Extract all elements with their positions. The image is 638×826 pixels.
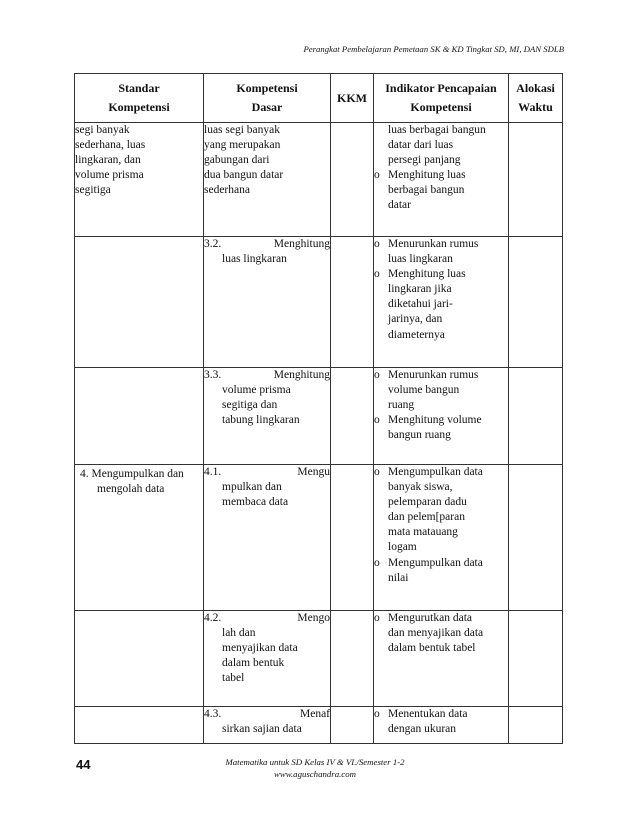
running-header: Perangkat Pembelajaran Pemetaan SK & KD Tingkat SD, MI, DAN SDLB (303, 44, 564, 54)
kkm-cell (331, 368, 374, 465)
indicator-item (374, 168, 508, 213)
kkm-cell (331, 123, 374, 237)
kd-cell (204, 368, 331, 465)
table-row (75, 368, 563, 465)
indicator-line: logam (388, 541, 417, 554)
indicator-line: Mengumpulkan data (388, 466, 483, 478)
bullet-icon: o (374, 612, 380, 624)
kd-line: tabel (222, 672, 245, 685)
kd-line: sederhana (204, 184, 250, 197)
table-header-row (75, 74, 563, 123)
alokasi-cell (509, 123, 563, 237)
indicator-line: Menurunkan rumus (388, 238, 479, 250)
indicator-cell (374, 611, 509, 707)
kd-cell (204, 611, 331, 707)
indicator-line: Mengumpulkan data (388, 556, 483, 569)
kd-cell (204, 123, 331, 237)
indicator-line: banyak siswa, (388, 481, 453, 494)
sk-cell (75, 465, 204, 611)
indicator-line: Menentukan data (388, 708, 468, 720)
kd-line: yang merupakan (204, 139, 281, 152)
kkm-cell (331, 611, 374, 707)
indicator-line: Menghitung volume (388, 414, 482, 427)
col-header-line: Waktu (518, 100, 553, 114)
indicator-line: jarinya, dan (388, 313, 443, 326)
col-header-alokasi-waktu (509, 74, 563, 123)
kd-line: dalam bentuk (222, 657, 285, 670)
footer-website: www.aguschandra.com (274, 769, 356, 779)
sk-line: lingkaran, dan (75, 154, 141, 167)
kd-line: mpulkan dan (222, 481, 282, 494)
alokasi-cell (509, 707, 563, 744)
indicator-item (374, 267, 508, 342)
kd-heading (204, 237, 330, 252)
bullet-icon: o (374, 466, 380, 478)
kd-line: luas segi banyak (204, 124, 281, 136)
indicator-line: dalam bentuk tabel (388, 642, 476, 655)
sk-cell (75, 237, 204, 368)
sk-line: sederhana, luas (75, 139, 146, 152)
bullet-icon: o (374, 369, 380, 381)
kd-first-word: Mengu (297, 466, 330, 478)
kd-line: gabungan dari (204, 154, 270, 167)
indicator-line: pelemparan dadu (388, 496, 467, 509)
col-header-line: Alokasi (516, 81, 555, 95)
sk-line: mengolah data (97, 483, 165, 496)
kd-line: sirkan sajian data (222, 723, 302, 736)
footer-book-title: Matematika untuk SD Kelas IV & VI./Semester 1-2 (225, 757, 405, 767)
kd-line: segitiga dan (222, 399, 278, 412)
sk-cell (75, 707, 204, 744)
table-row (75, 237, 563, 368)
table-row (75, 123, 563, 237)
sk-cell (75, 611, 204, 707)
kd-first-word: Menaf (299, 708, 330, 720)
indicator-item (374, 707, 508, 737)
kd-heading (204, 611, 330, 626)
indicator-line: berbagai bangun (388, 184, 465, 197)
alokasi-cell (509, 237, 563, 368)
indicator-line: mata matauang (388, 526, 458, 539)
bullet-icon: o (374, 414, 380, 427)
kd-line: lah dan (222, 627, 256, 640)
kkm-cell (331, 465, 374, 611)
kd-heading (204, 368, 330, 383)
kd-heading (204, 707, 330, 722)
indicator-item (374, 611, 508, 656)
indicator-line: diameternya (388, 328, 445, 341)
kkm-cell (331, 707, 374, 744)
sk-cell (75, 123, 204, 237)
bullet-icon: o (374, 268, 380, 281)
kd-line: membaca data (222, 496, 289, 509)
kd-line: menyajikan data (222, 642, 298, 655)
sk-line: volume prisma (75, 169, 144, 182)
indicator-line: bangun ruang (388, 429, 451, 442)
indicator-cell (374, 237, 509, 368)
col-header-line: Kompetensi (236, 81, 298, 95)
alokasi-cell (509, 368, 563, 465)
indicator-item (374, 556, 508, 586)
bullet-icon: o (374, 556, 380, 569)
indicator-line: lingkaran jika (388, 283, 452, 296)
indicator-item (374, 465, 508, 556)
table-row (75, 465, 563, 611)
kd-heading (204, 465, 330, 480)
indicator-line: diketahui jari- (388, 298, 453, 311)
page-number: 44 (76, 757, 91, 772)
col-header-line: Dasar (251, 100, 283, 114)
indicator-line: Menurunkan rumus (388, 369, 479, 381)
col-header-line: Indikator Pencapaian (385, 81, 497, 95)
indicator-line: datar (388, 199, 411, 212)
kd-line: luas lingkaran (222, 253, 287, 266)
indicator-continuation (374, 123, 508, 168)
indicator-line: ruang (388, 399, 415, 412)
indicator-line: Menghitung luas (388, 169, 466, 182)
col-header-line: Standar (118, 81, 160, 95)
kd-cell (204, 237, 331, 368)
kd-first-word: Menghitung (273, 369, 330, 381)
indicator-line: persegi panjang (388, 154, 461, 167)
sk-cell (75, 368, 204, 465)
indicator-item (374, 413, 508, 443)
col-header-line: Kompetensi (410, 100, 472, 114)
table-row (75, 611, 563, 707)
kkm-cell (331, 237, 374, 368)
kd-number: 4.2. (204, 612, 222, 624)
kd-number: 4.1. (204, 466, 222, 478)
kd-first-word: Mengo (297, 612, 330, 624)
kd-number: 3.3. (204, 369, 222, 381)
indicator-line: dengan ukuran (388, 723, 457, 736)
kd-cell (204, 465, 331, 611)
alokasi-cell (509, 611, 563, 707)
kd-line: tabung lingkaran (222, 414, 300, 427)
indicator-line: datar dari luas (388, 139, 454, 152)
bullet-icon: o (374, 238, 380, 250)
kd-number: 3.2. (204, 238, 222, 250)
table-row (75, 707, 563, 744)
indicator-line: luas berbagai bangun (388, 124, 486, 136)
sk-kd-mapping-table (74, 73, 563, 744)
kd-first-word: Menghitung (273, 238, 330, 250)
alokasi-cell (509, 465, 563, 611)
col-header-line: KKM (337, 90, 367, 105)
indicator-cell (374, 465, 509, 611)
indicator-line: Menghitung luas (388, 268, 466, 281)
bullet-icon: o (374, 708, 380, 720)
sk-line: segi banyak (75, 124, 130, 136)
col-header-kompetensi-dasar (204, 74, 331, 123)
indicator-cell (374, 123, 509, 237)
sk-line: 4. Mengumpulkan dan (80, 468, 184, 480)
indicator-line: dan menyajikan data (388, 627, 484, 640)
col-header-line: Kompetensi (108, 100, 170, 114)
col-header-kkm (331, 74, 374, 123)
kd-line: volume prisma (222, 384, 291, 397)
col-header-standar-kompetensi (75, 74, 204, 123)
indicator-cell (374, 368, 509, 465)
kd-cell (204, 707, 331, 744)
kd-line: dua bangun datar (204, 169, 284, 182)
indicator-line: nilai (388, 571, 409, 584)
indicator-line: dan pelem[paran (388, 511, 465, 524)
indicator-line: Mengurutkan data (388, 612, 472, 624)
kd-number: 4.3. (204, 708, 222, 720)
indicator-line: luas lingkaran (388, 253, 453, 266)
sk-line: segitiga (75, 184, 111, 197)
bullet-icon: o (374, 169, 380, 182)
indicator-item (374, 237, 508, 267)
indicator-item (374, 368, 508, 413)
indicator-line: volume bangun (388, 384, 460, 397)
indicator-cell (374, 707, 509, 744)
col-header-indikator (374, 74, 509, 123)
